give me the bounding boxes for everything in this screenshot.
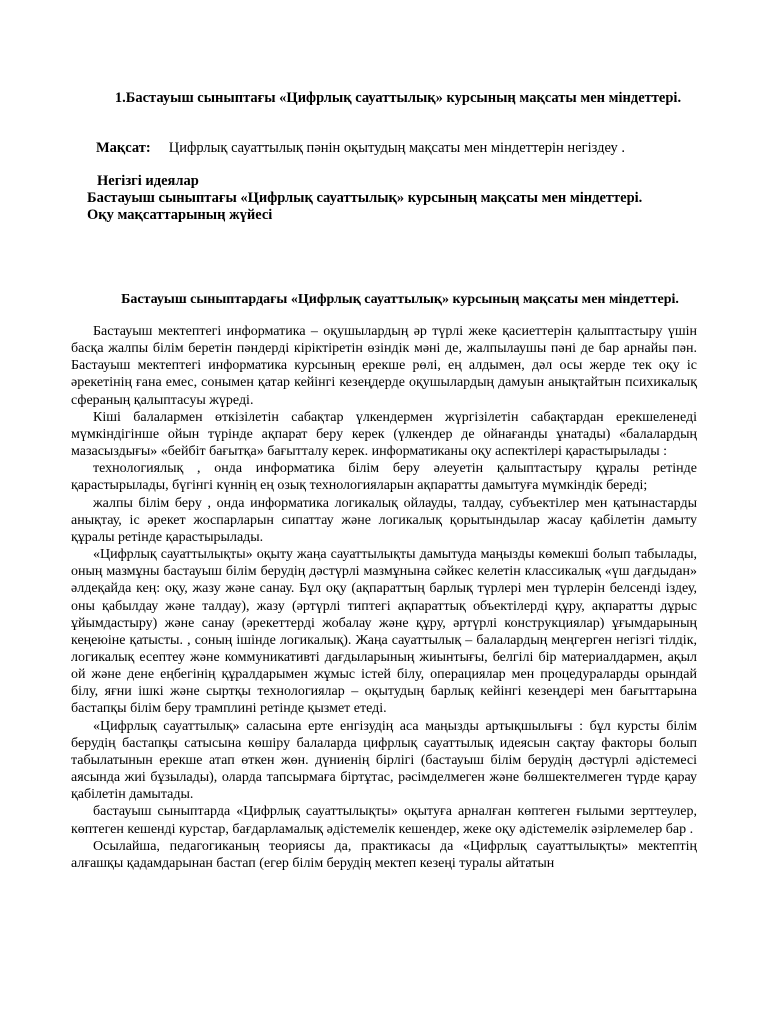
section-title: Бастауыш сыныптардағы «Цифрлық сауаттылық» курсының мақсаты мен міндеттері.: [121, 292, 679, 307]
key-ideas: [87, 173, 727, 224]
key-idea-item: Оқу мақсаттарының жүйесі: [87, 207, 273, 223]
paragraph: бастауыш сыныптарда «Цифрлық сауаттылықты» оқытуға арналған көптеген ғылыми зерттеулер, көптеген кешенді курстар, бағдарламалық әдістемелік кешендер, жеке оқу әдістемелік әзірлемелер бар .: [71, 804, 697, 837]
paragraph: «Цифрлық сауаттылықты» оқыту жаңа сауаттылықты дамытуда маңызды көмекші болып табылады, оның мазмұны бастауыш білім берудің дәстүрлі мазмұнына сәйкес келетін классикалық «үш дағдыдан» әлдеқайда кең: оқу, жазу және санау. Бұл оқу (ақпараттың барлық түрлері мен түрлерін белсенді іздеу, оны қабылдау және талдау), жазу (әртүрлі типтегі ақпараттық объектілерді құру, ақпаратты дұрыс ұйымдастыру) және санау (әрекеттерді жобалау және құру, әртүрлі конструкциялар) ұғымдарының кеңеюіне қатысты. , соның ішінде логикалық). Жаңа сауаттылық – балалардың меңгерген негізгі тілдік, логикалық есептеу және коммуникативті дағдыларының жиынтығы, белгілі бір материалдармен, ақыл ой және дене еңбегінің құралдарымен жұмыс істей білу, операциялар мен процедураларды орындай білу, яғни ішкі және сыртқы технологиялар – оқытудың барлық кейінгі кезеңдері мен бағыттарына бастапқы білім беру трамплині ретінде қызмет етеді.: [71, 547, 697, 717]
paragraph: технологиялық , онда информатика білім беру әлеуетін қалыптастыру құралы ретінде қарастырылады, бүгінгі күннің ең озық технологияларын ақпаратты дамытуға мүмкіндік береді;: [71, 461, 697, 494]
paragraph: жалпы білім беру , онда информатика логикалық ойлауды, талдау, субъектілер мен қатынастарды анықтау, іс әрекет жоспарларын сипаттау және логикалық қорытындылар жасау қабілетін дамыту құралы ретінде қарастырылады.: [71, 495, 697, 545]
body-text: [71, 323, 697, 872]
paragraph: «Цифрлық сауаттылық» саласына ерте енгізудің аса маңызды артықшылығы : бұл курсты білім берудің бастапқы сатысына көшіру балаларда цифрлық сауаттылық идеясын сақтау факторы болып табылатынын ерекше атап өткен жөн. дүниенің бірлігі (бастауыш білім берудің дәстүрлі әдістемесі аясында жиі бұзылады), оларда тапсырмаға біртұтас, рәсімделмеген және бөлшектелмеген түрде қарау қабілетін дамытады.: [71, 718, 697, 803]
goal-text: Цифрлық сауаттылық пәнін оқытудың мақсаты мен міндеттерін негіздеу .: [168, 140, 626, 156]
paragraph: Кіші балалармен өткізілетін сабақтар үлкендермен жүргізілетін сабақтардан ерекшеленеді мүмкіндігінше ойын түрінде ақпарат беру керек (үлкендер де ойнағанды ұнатады) «балалардың мазасыздығы» «бейбіт бағытқа» бағытталу керек. информатиканы оқу аспектілері қарастырылады :: [71, 409, 697, 460]
goal-line: [96, 139, 625, 157]
document-title: 1.Бастауыш сыныптағы «Цифрлық сауаттылық» курсының мақсаты мен міндеттері.: [114, 90, 682, 106]
paragraph: Бастауыш мектептегі информатика – оқушылардың әр түрлі жеке қасиеттерін қалыптастыру үшін басқа жалпы білім беретін пәндерді кіріктіретін өзіндік мәні де, жалпылаушы пәні де бар арнайы пән. Бастауыш мектептегі информатика курсының ерекше рөлі, ең алдымен, дәл осы жерде тек оқу іс әрекетінің ғана емес, сонымен қатар кейінгі кезеңдерде оқушылардың дамуын анықтайтын психикалық сфераның қалыптасуы жүреді.: [71, 324, 697, 408]
key-idea-item: Бастауыш сыныптағы «Цифрлық сауаттылық» курсының мақсаты мен міндеттері.: [87, 190, 643, 206]
key-ideas-label: Негізгі идеялар: [97, 173, 199, 189]
goal-label: Мақсат:: [96, 140, 151, 156]
paragraph: Осылайша, педагогиканың теориясы да, практикасы да «Цифрлық сауаттылықты» мектептің алғашқы қадамдарынан бастап (егер білім берудің мектеп кезеңі туралы айтатын: [71, 838, 697, 871]
